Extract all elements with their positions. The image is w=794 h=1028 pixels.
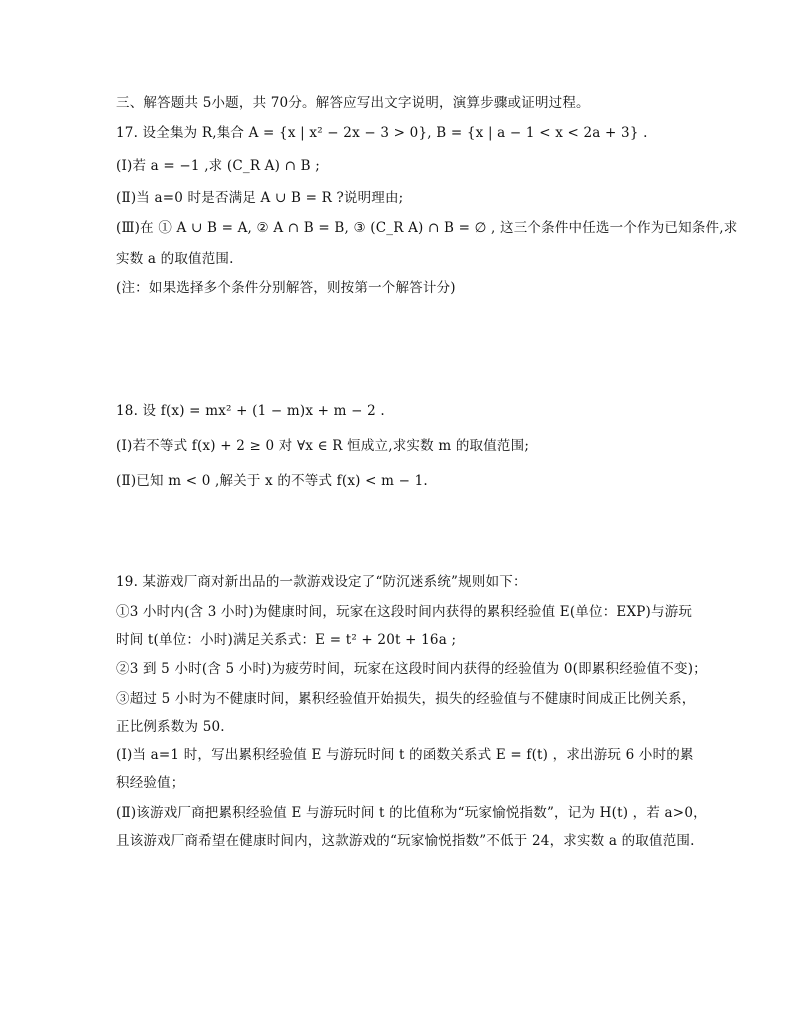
q19-condition1: ①3 小时内(含 3 小时)为健康时间，玩家在这段时间内获得的累积经验值 E(单位：EXP)与游玩 xyxy=(116,604,693,620)
q19-condition3-cont: 正比例系数为 50. xyxy=(116,719,225,735)
q19-part2-cont: 且该游戏厂商希望在健康时间内，这款游戏的“玩家愉悦指数”不低于 24，求实数 a 的取值范围. xyxy=(116,833,695,849)
q17-part2: (Ⅱ)当 a=0 时是否满足 A ∪ B = R ?说明理由; xyxy=(116,190,404,206)
q19-condition1-cont: 时间 t(单位：小时)满足关系式：E = t² + 20t + 16a ; xyxy=(116,632,457,648)
q19-condition2: ②3 到 5 小时(含 5 小时)为疲劳时间，玩家在这段时间内获得的经验值为 0(即累积经验值不变)； xyxy=(116,661,707,677)
q19-part1-cont: 积经验值； xyxy=(116,775,185,791)
q19-condition3: ③超过 5 小时为不健康时间，累积经验值开始损失，损失的经验值与不健康时间成正比例关系， xyxy=(116,691,696,707)
q19-part2: (Ⅱ)该游戏厂商把累积经验值 E 与游玩时间 t 的比值称为“玩家愉悦指数”，记为 H(t) ，若 a>0， xyxy=(116,805,707,821)
q19-stem: 19. 某游戏厂商对新出品的一款游戏设定了“防沉迷系统”规则如下： xyxy=(116,574,527,590)
q19-part1: (Ⅰ)当 a=1 时，写出累积经验值 E 与游玩时间 t 的函数关系式 E = f(t) ，求出游玩 6 小时的累 xyxy=(116,747,694,763)
q17-part3-cont: 实数 a 的取值范围. xyxy=(116,251,234,267)
q17-stem: 17. 设全集为 R,集合 A = {x | x² − 2x − 3 > 0}, B = {x | a − 1 < x < 2a + 3} . xyxy=(116,125,648,141)
q18-part1: (Ⅰ)若不等式 f(x) + 2 ≥ 0 对 ∀x ∈ R 恒成立,求实数 m 的取值范围; xyxy=(116,438,530,454)
q17-part1: (Ⅰ)若 a = −1 ,求 (C_R A) ∩ B ; xyxy=(116,158,320,174)
q17-part3: (Ⅲ)在 ① A ∪ B = A, ② A ∩ B = B, ③ (C_R A) ∩ B = ∅ , 这三个条件中任选一个作为已知条件,求 xyxy=(116,220,738,236)
q18-stem: 18. 设 f(x) = mx² + (1 − m)x + m − 2 . xyxy=(116,403,385,419)
q18-part2: (Ⅱ)已知 m < 0 ,解关于 x 的不等式 f(x) < m − 1. xyxy=(116,473,428,489)
q17-note: (注：如果选择多个条件分别解答，则按第一个解答计分) xyxy=(116,280,456,296)
section-heading: 三、解答题共 5小题，共 70分。解答应写出文字说明，演算步骤或证明过程。 xyxy=(116,95,590,111)
